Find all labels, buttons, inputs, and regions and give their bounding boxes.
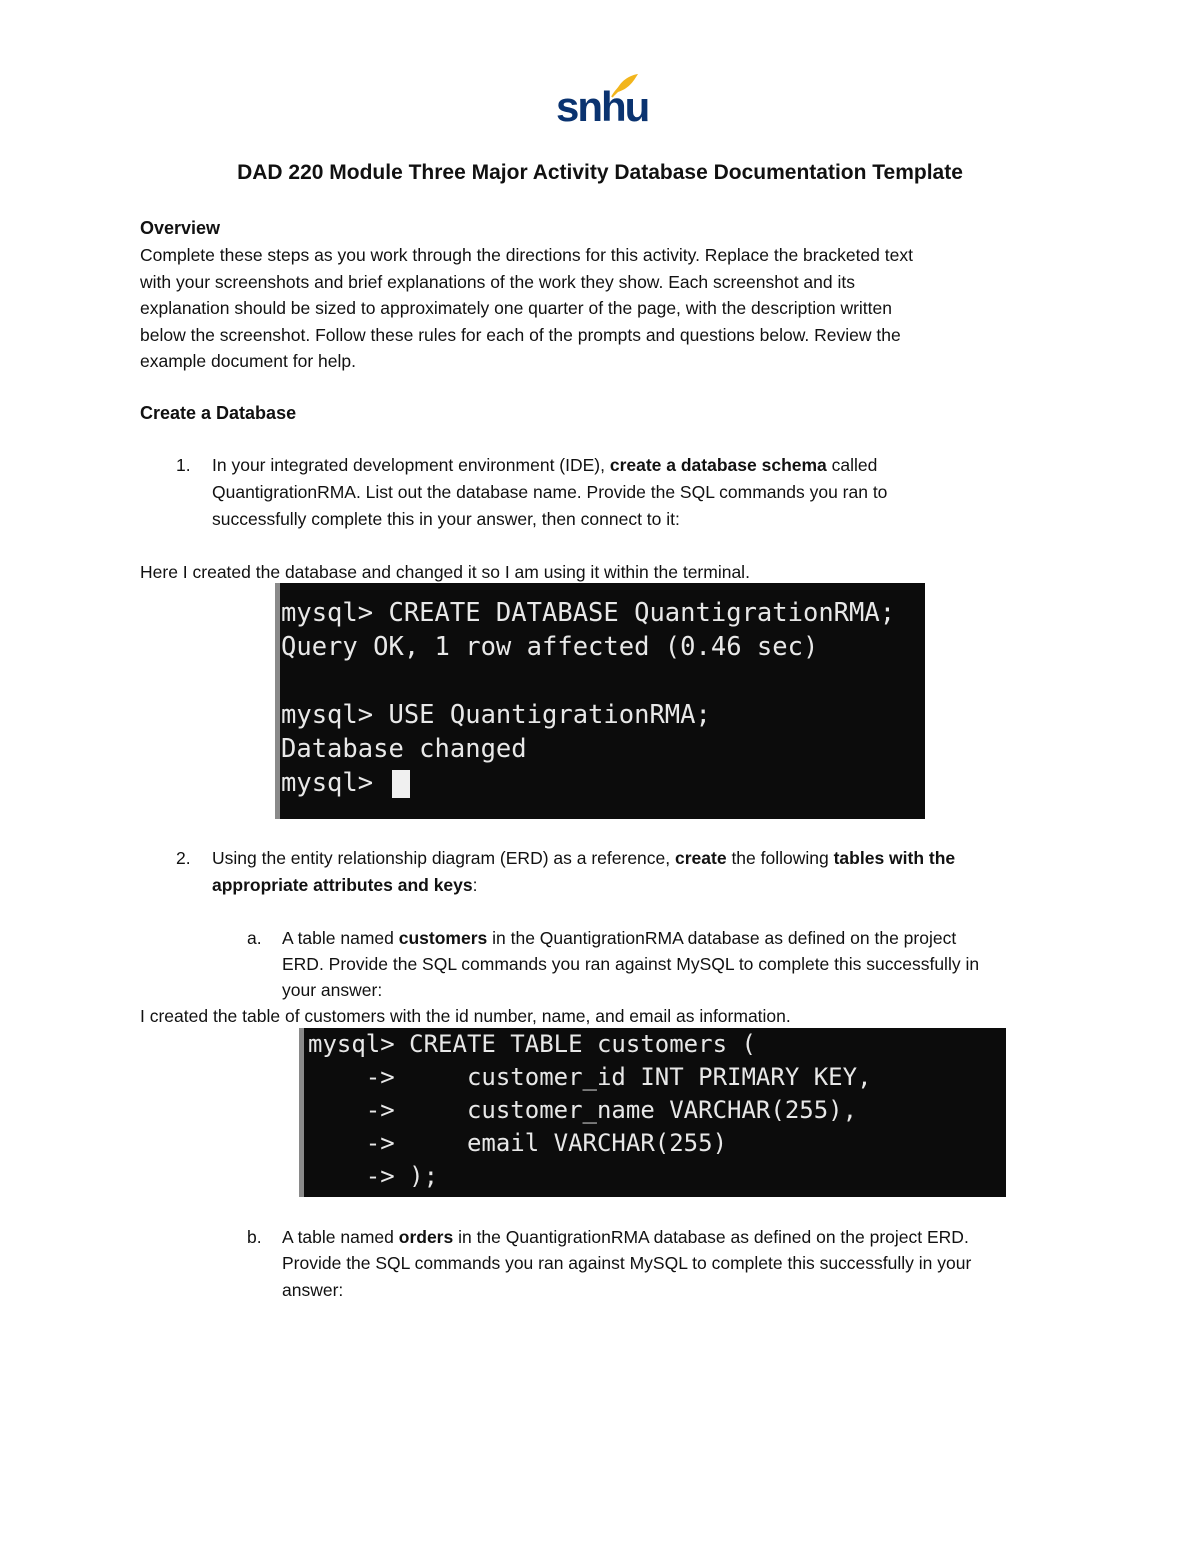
overview-heading: Overview — [140, 218, 221, 238]
item-1-line-2: QuantigrationRMA. List out the database name. Provide the SQL commands you ran to — [212, 482, 888, 502]
item-1-line-3: successfully complete this in your answer, then connect to it: — [212, 509, 680, 529]
item-1-text-end: called — [826, 455, 878, 475]
terminal-line: -> customer_id INT PRIMARY KEY, — [308, 1063, 872, 1091]
logo-text: snhu — [556, 83, 649, 130]
item-2a-letter: a. — [247, 928, 262, 948]
item-2a-line-3: your answer: — [282, 980, 383, 1000]
overview-line-5: example document for help. — [140, 351, 356, 371]
terminal-line: Query OK, 1 row affected (0.46 sec) — [281, 632, 819, 662]
terminal-prompt: mysql> — [281, 768, 389, 798]
item-2b-line-2: Provide the SQL commands you ran against MySQL to complete this successfully in your — [282, 1253, 972, 1273]
item-2b-bold: orders — [398, 1227, 454, 1247]
item-1-text: In your integrated development environment (IDE), — [212, 455, 610, 475]
item-2b-text-end: in the QuantigrationRMA database as defined on the project ERD. — [453, 1227, 969, 1247]
terminal-line: Database changed — [281, 734, 527, 764]
terminal-prompt-line — [281, 766, 925, 800]
item-2-bold-keys: appropriate attributes and keys — [212, 875, 473, 895]
terminal-line: mysql> CREATE TABLE customers ( — [308, 1030, 756, 1058]
page-title: DAD 220 Module Three Major Activity Database Documentation Template — [237, 161, 963, 184]
item-2-line-1 — [212, 845, 955, 872]
overview-line-3: explanation should be sized to approximately one quarter of the page, with the description written — [140, 298, 892, 318]
item-2b-line-1 — [282, 1224, 969, 1251]
terminal-line: mysql> CREATE DATABASE QuantigrationRMA; — [281, 598, 896, 628]
item-2a-text-end: in the QuantigrationRMA database as defined on the project — [487, 928, 957, 948]
item-2a-text: A table named — [282, 928, 399, 948]
section-heading: Create a Database — [140, 403, 297, 423]
answer-2a: I created the table of customers with the id number, name, and email as information. — [140, 1006, 791, 1026]
item-1-bold: create a database schema — [609, 455, 827, 475]
item-2a-line-2: ERD. Provide the SQL commands you ran against MySQL to complete this successfully in — [282, 954, 980, 974]
terminal-line: -> ); — [308, 1162, 439, 1190]
terminal-cursor — [392, 770, 410, 798]
snhu-logo — [552, 72, 649, 134]
terminal-screenshot-2 — [299, 1028, 1006, 1197]
overview-line-4: below the screenshot. Follow these rules for each of the prompts and questions below. Review the — [140, 324, 901, 345]
item-2-number: 2. — [176, 848, 191, 868]
terminal-line: -> email VARCHAR(255) — [308, 1129, 728, 1157]
item-1-number: 1. — [176, 455, 191, 475]
terminal-line: -> customer_name VARCHAR(255), — [308, 1096, 858, 1124]
item-2-text-mid: the following — [726, 848, 834, 868]
item-2-line-2 — [212, 872, 478, 899]
terminal-line — [281, 664, 925, 698]
item-1-line-1 — [212, 452, 877, 479]
item-2a-line-1 — [282, 925, 956, 952]
item-2b-line-3: answer: — [282, 1280, 344, 1300]
item-2-text: Using the entity relationship diagram (ERD) as a reference, — [212, 848, 675, 868]
terminal-line: mysql> USE QuantigrationRMA; — [281, 700, 711, 730]
terminal-screenshot-1 — [275, 583, 925, 819]
item-2b-text: A table named — [282, 1227, 399, 1247]
overview-line-2: with your screenshots and brief explanations of the work they show. Each screenshot and its — [140, 271, 855, 292]
item-2b-letter: b. — [247, 1227, 262, 1247]
item-2a-bold: customers — [398, 928, 488, 948]
item-2-colon: : — [472, 875, 478, 895]
overview-line-1: Complete these steps as you work through the directions for this activity. Replace the bracketed text — [140, 245, 913, 265]
answer-1: Here I created the database and changed it so I am using it within the terminal. — [140, 562, 750, 582]
item-2-bold-tables: tables with the — [833, 848, 956, 868]
item-2-bold-create: create — [675, 848, 727, 868]
